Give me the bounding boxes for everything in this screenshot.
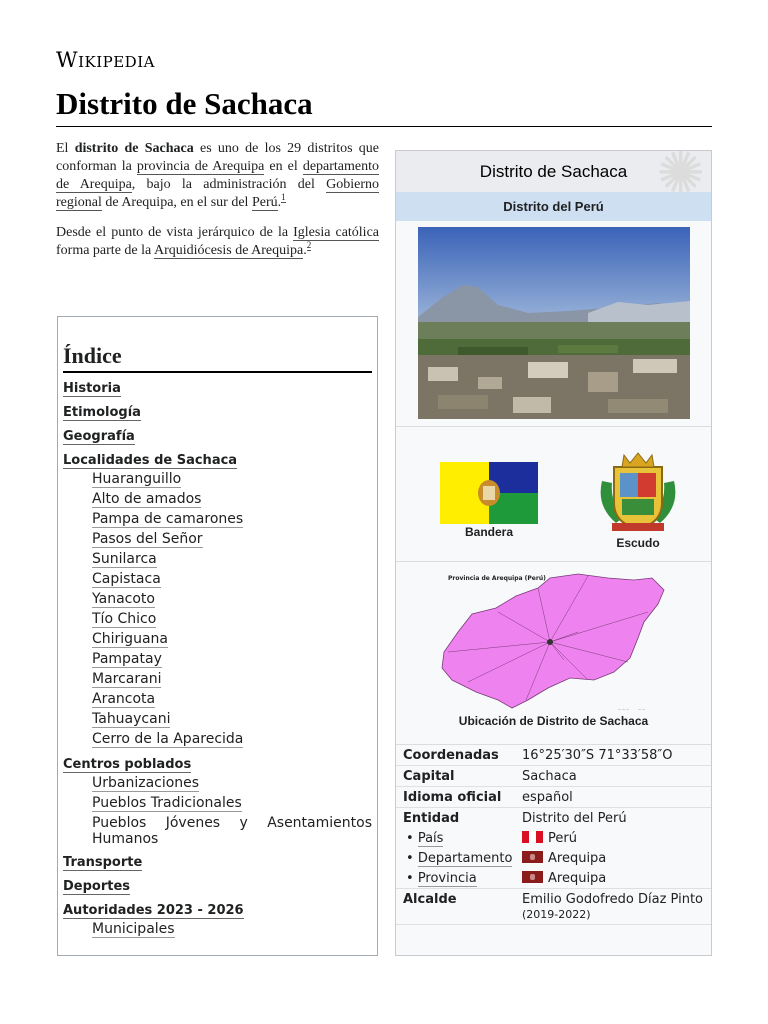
link-peru[interactable]: Perú — [251, 195, 278, 210]
text: de Arequipa, en el sur del — [101, 195, 252, 210]
toc-subitem[interactable] — [63, 509, 372, 529]
flag-shield-cell — [396, 427, 711, 562]
peru-flag-icon — [522, 831, 543, 843]
infobox-row-key[interactable] — [396, 828, 515, 848]
toc-subitem[interactable] — [63, 469, 372, 489]
infobox-row-key: Alcalde — [403, 892, 457, 907]
reference-link-1[interactable]: 1 — [281, 192, 286, 203]
toc-item-label[interactable]: Etimología — [63, 405, 141, 420]
infobox-row-value-text: Distrito del Perú — [522, 811, 627, 826]
toc-subitem-label[interactable]: Chiriguana — [92, 631, 168, 647]
arequipa-flag-icon — [522, 851, 543, 863]
infobox-row-value-text: Emilio Godofredo Díaz Pinto — [522, 892, 704, 907]
toc-subitem[interactable] — [63, 589, 372, 609]
toc-subitem-label[interactable]: Sunilarca — [92, 551, 157, 567]
toc-item-label[interactable]: Centros poblados — [63, 757, 192, 772]
toc-subitem-label[interactable]: Pampa de camarones — [92, 511, 244, 527]
table-of-contents — [57, 316, 378, 956]
article-subject: distrito de Sachaca — [74, 141, 194, 156]
infobox-row-value-text: 16°25′30″S 71°33′58″O — [522, 748, 673, 763]
term-period: (2019-2022) — [522, 908, 591, 921]
bullet: • — [406, 871, 418, 886]
toc-subitem-label[interactable]: Pueblos Jóvenes y Asentamientos Humanos — [92, 815, 372, 847]
toc-item-label[interactable]: Geografía — [63, 429, 135, 444]
infobox-row-value — [515, 868, 711, 888]
toc-item[interactable] — [63, 429, 372, 445]
toc-subitem-label[interactable]: Cerro de la Aparecida — [92, 731, 244, 747]
reference-link-2[interactable]: 2 — [306, 240, 312, 251]
infobox-row-key-link[interactable]: Provincia — [417, 871, 477, 886]
district-photo[interactable] — [418, 227, 690, 419]
toc-subitem[interactable] — [63, 489, 372, 509]
infobox-row — [396, 745, 711, 766]
link-departamento-arequipa[interactable]: departamento de Arequipa — [56, 159, 379, 192]
intro-paragraph-1 — [56, 140, 379, 212]
toc-subitem[interactable] — [63, 815, 372, 847]
toc-subitem-label[interactable]: Tío Chico — [92, 611, 157, 627]
link-iglesia-catolica[interactable]: Iglesia católica — [293, 225, 380, 240]
toc-subitem[interactable] — [63, 609, 372, 629]
map-caption: Ubicación de Distrito de Sachaca — [458, 714, 649, 728]
toc-subitem[interactable] — [63, 919, 372, 939]
toc-subitem[interactable] — [63, 729, 372, 749]
infobox-rows — [396, 745, 711, 925]
toc-subitem[interactable] — [63, 669, 372, 689]
toc-item[interactable] — [63, 757, 372, 773]
infobox-row-value — [515, 808, 711, 828]
toc-subitem-label[interactable]: Arancota — [92, 691, 156, 707]
infobox-row-key: Coordenadas — [403, 748, 499, 763]
toc-list — [63, 381, 372, 939]
toc-subitem-label[interactable]: Pasos del Señor — [92, 531, 203, 547]
infobox-row-key: Idioma oficial — [403, 790, 502, 805]
district-coat-of-arms[interactable] — [596, 451, 680, 533]
toc-subitem[interactable] — [63, 549, 372, 569]
infobox-row — [396, 808, 711, 828]
link-provincia-arequipa[interactable]: provincia de Arequipa — [136, 159, 265, 174]
text: Desde el punto de vista jerárquico de la — [56, 225, 294, 240]
toc-subitem[interactable] — [63, 649, 372, 669]
infobox-row — [396, 848, 711, 868]
infobox-row-key[interactable] — [396, 848, 515, 868]
infobox-row-key-link[interactable]: País — [417, 831, 444, 846]
toc-item[interactable] — [63, 381, 372, 397]
toc-subitem[interactable] — [63, 793, 372, 813]
toc-item-label[interactable]: Transporte — [63, 855, 143, 870]
arequipa-flag-icon — [522, 871, 543, 883]
toc-item[interactable] — [63, 453, 372, 469]
map-cell — [396, 562, 711, 745]
intro-text — [56, 140, 379, 272]
toc-subitem-label[interactable]: Tahuaycani — [92, 711, 171, 727]
infobox-row-value-text: Arequipa — [548, 851, 607, 866]
wikipedia-logo[interactable]: Wikipedia — [56, 48, 155, 72]
infobox — [395, 150, 712, 956]
decorative-star-icon: ✺ — [656, 150, 705, 206]
toc-subitem-label[interactable]: Urbanizaciones — [92, 775, 200, 791]
toc-item[interactable] — [63, 405, 372, 421]
infobox-row-value-text: Arequipa — [548, 871, 607, 886]
toc-subitem-label[interactable]: Pueblos Tradicionales — [92, 795, 242, 811]
toc-subitem[interactable] — [63, 569, 372, 589]
infobox-row — [396, 766, 711, 787]
toc-item[interactable] — [63, 879, 372, 895]
bullet: • — [406, 851, 418, 866]
toc-item-label[interactable]: Historia — [63, 381, 121, 396]
infobox-title — [396, 150, 711, 206]
infobox-row-value — [515, 766, 711, 786]
infobox-row-key: Capital — [403, 769, 455, 784]
toc-item-label[interactable]: Deportes — [63, 879, 131, 894]
text: , bajo la administración del — [131, 177, 327, 192]
toc-title: Índice — [63, 343, 372, 373]
toc-subitem-label[interactable]: Yanacoto — [92, 591, 155, 607]
shield-caption: Escudo — [616, 536, 660, 550]
toc-subitem-label[interactable]: Huaranguillo — [92, 471, 182, 487]
toc-subitem[interactable] — [63, 629, 372, 649]
toc-subitem-label[interactable]: Alto de amados — [92, 491, 202, 507]
flag-caption: Bandera — [464, 525, 514, 539]
toc-subitem[interactable] — [63, 689, 372, 709]
infobox-row — [396, 787, 711, 808]
photo-cell — [396, 221, 711, 427]
toc-subitem-label[interactable]: Capistaca — [92, 571, 161, 587]
toc-item[interactable] — [63, 903, 372, 919]
infobox-row-value — [515, 787, 711, 807]
toc-item-label[interactable]: Autoridades 2023 - 2026 — [63, 903, 244, 918]
text: . — [303, 243, 307, 258]
infobox-row-value — [515, 745, 711, 765]
toc-subitem[interactable] — [63, 773, 372, 793]
infobox-row-value — [515, 848, 711, 868]
infobox-row-key[interactable] — [396, 868, 515, 888]
link-arquidiocesis[interactable]: Arquidiócesis de Arequipa — [153, 243, 304, 258]
infobox-title-text: Distrito de Sachaca — [479, 161, 628, 181]
svg-text:— —: — — — [638, 707, 645, 711]
infobox-row-value-text: Sachaca — [522, 769, 577, 784]
toc-item[interactable] — [63, 855, 372, 871]
bullet: • — [406, 831, 418, 846]
infobox-row-value — [515, 889, 711, 924]
link-gobierno-regional[interactable]: Gobierno regional — [56, 177, 380, 210]
page-title: Distrito de Sachaca — [56, 86, 313, 121]
toc-subitem-label[interactable]: Marcarani — [92, 671, 162, 687]
text: en el — [264, 159, 303, 174]
toc-subitem-label[interactable]: Pampatay — [92, 651, 162, 667]
infobox-subtitle[interactable]: Distrito del Perú — [396, 192, 711, 221]
infobox-row-key-link[interactable]: Departamento — [417, 851, 513, 866]
toc-subitem[interactable] — [63, 709, 372, 729]
text: El — [56, 141, 75, 156]
infobox-row-key: Entidad — [403, 811, 460, 826]
toc-subitem-label[interactable]: Municipales — [92, 921, 175, 937]
infobox-row-value-text: Perú — [548, 831, 577, 846]
map-title: Provincia de Arequipa (Perú) — [448, 575, 546, 582]
infobox-row — [396, 889, 711, 925]
infobox-row — [396, 868, 711, 889]
district-flag[interactable] — [440, 462, 538, 524]
infobox-row-value — [515, 828, 711, 848]
text: . — [277, 195, 282, 210]
infobox-row-value-text: español — [522, 790, 573, 805]
intro-paragraph-2 — [56, 224, 379, 260]
toc-subitem[interactable] — [63, 529, 372, 549]
text: es uno de los 29 distritos que conforman la — [56, 141, 379, 174]
location-map[interactable] — [438, 572, 672, 714]
infobox-row — [396, 828, 711, 848]
svg-text:— — —: — — — — [618, 707, 629, 711]
text: forma parte de la — [56, 243, 154, 258]
title-divider — [56, 126, 712, 127]
toc-item-label[interactable]: Localidades de Sachaca — [63, 453, 238, 468]
